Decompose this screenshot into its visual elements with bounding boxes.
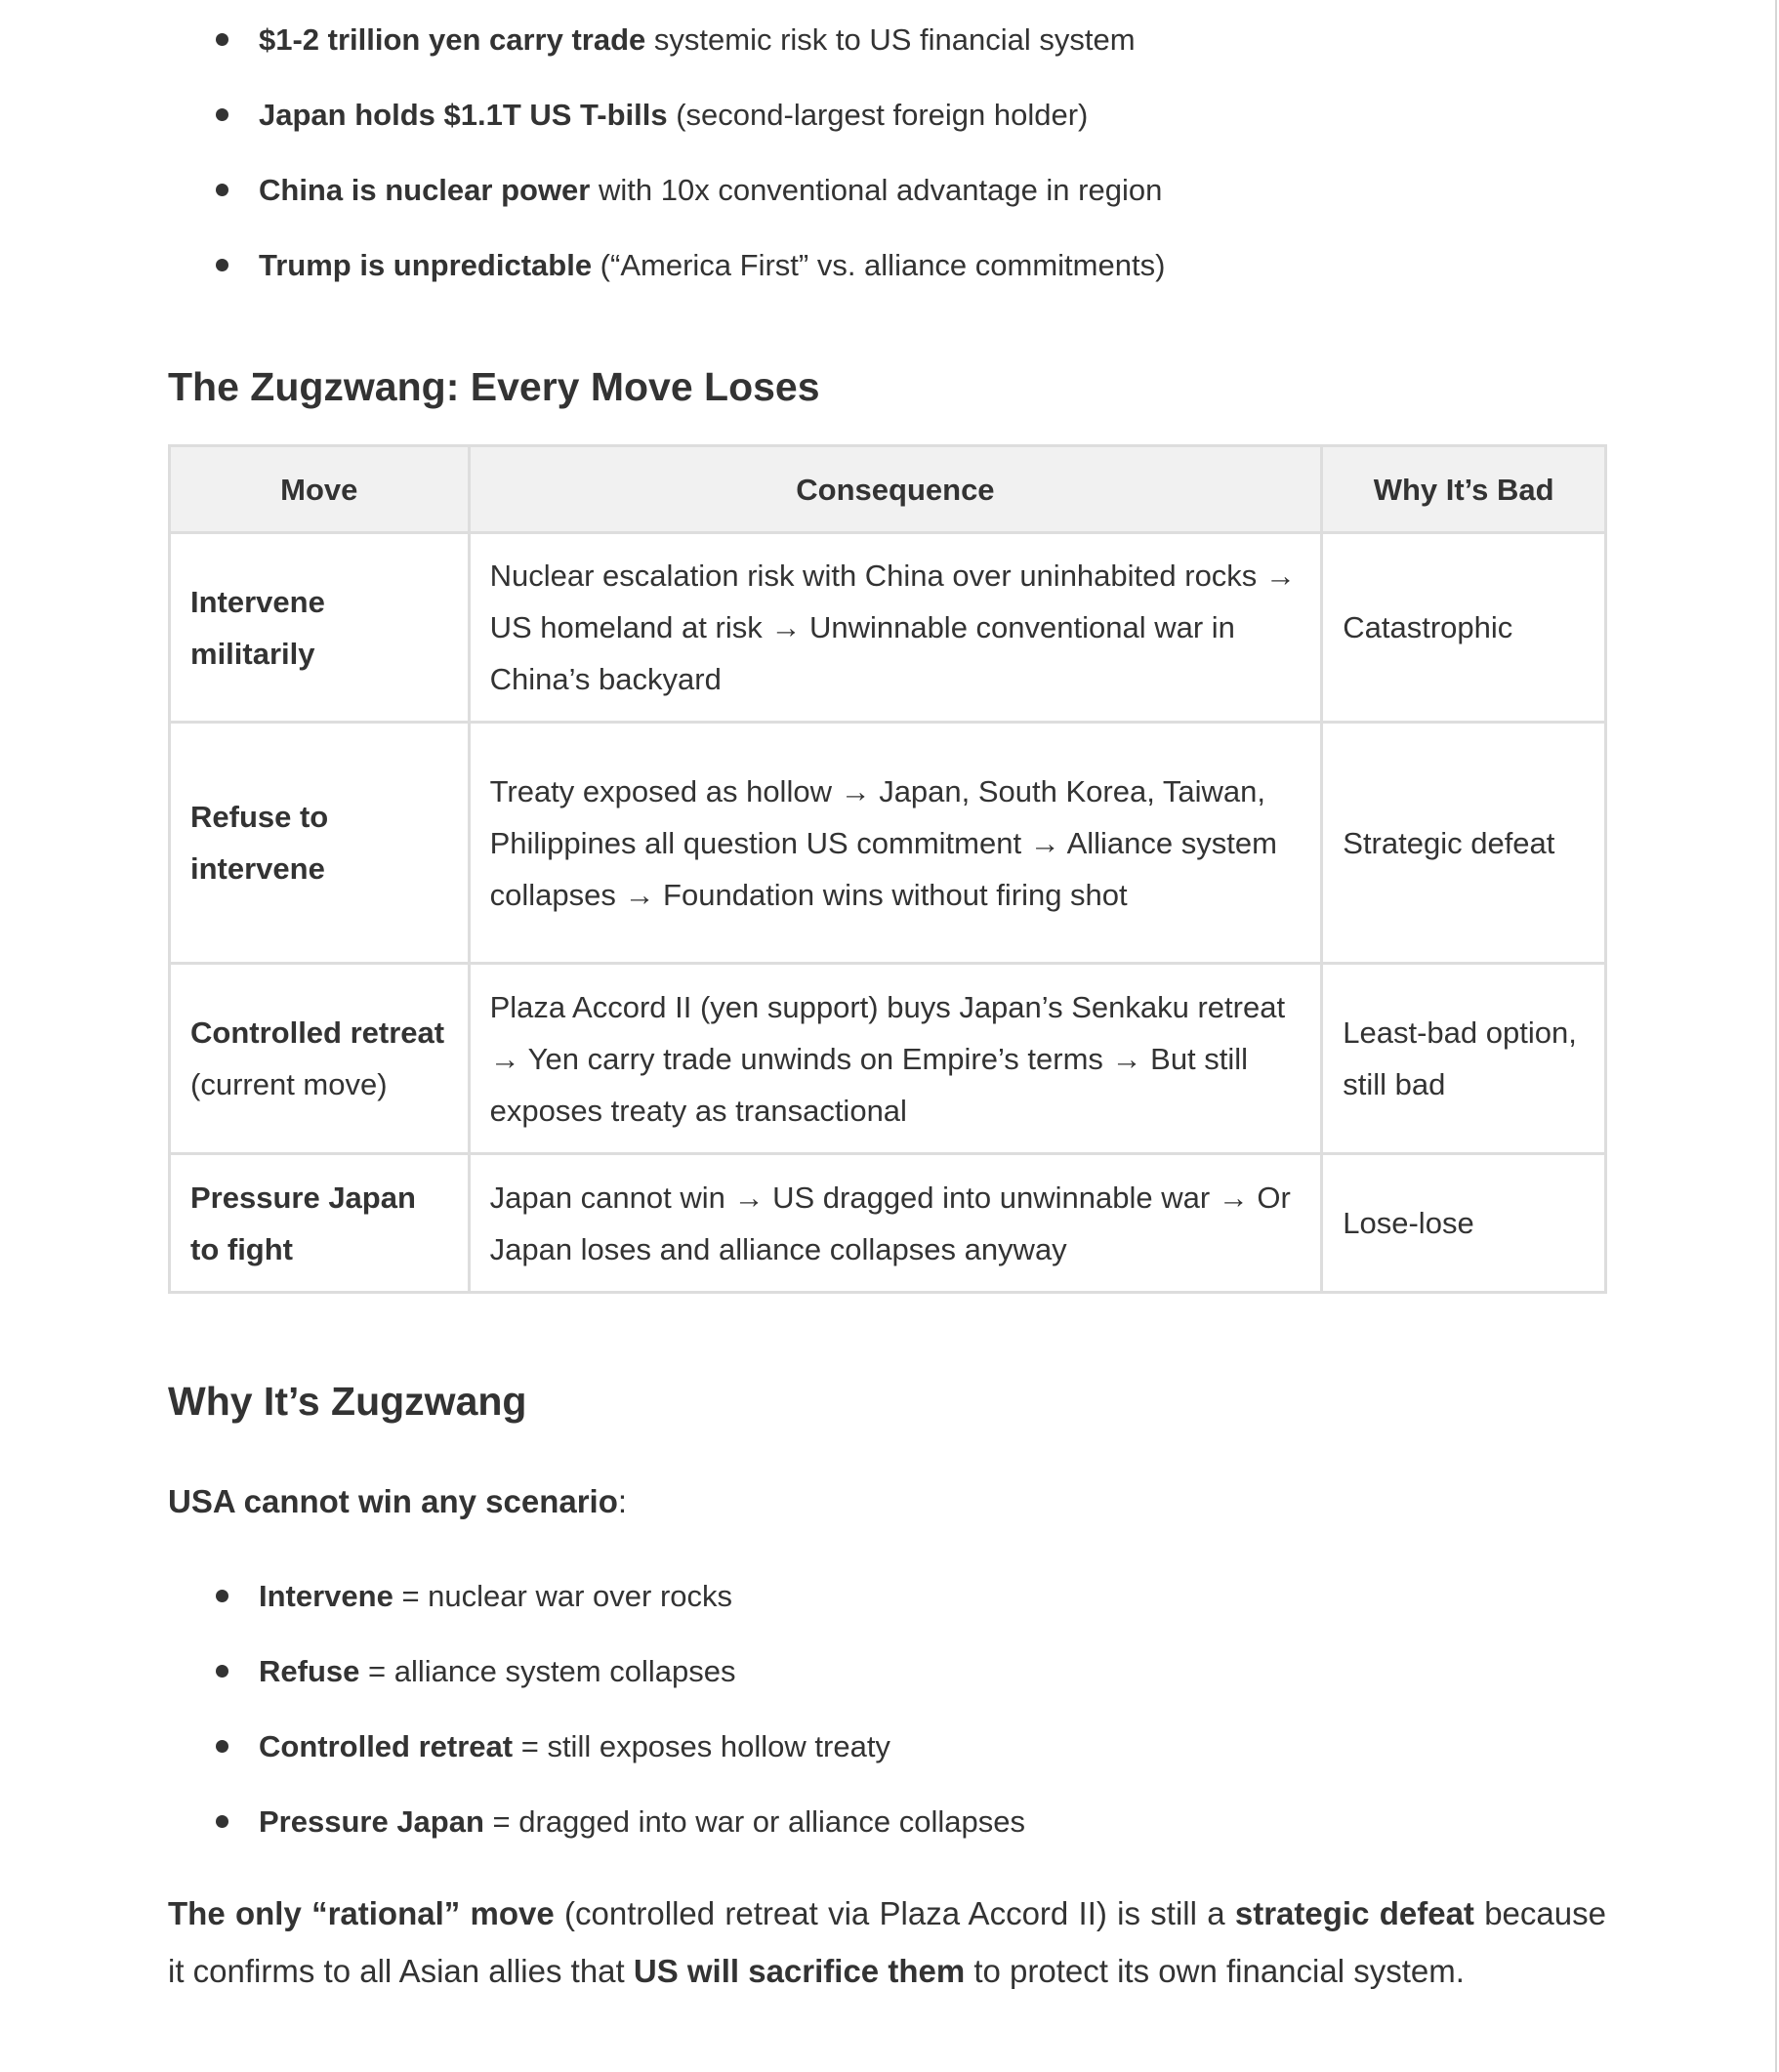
- move-cell: Intervene militarily: [170, 533, 470, 723]
- bullet-icon: [216, 184, 228, 196]
- bullet-icon: [216, 1665, 228, 1678]
- consequence-cell: Nuclear escalation risk with China over uninhabited rocks → US homeland at risk → Unwinnable conventional war in China’s backyard: [469, 533, 1322, 723]
- column-header-consequence: Consequence: [469, 446, 1322, 533]
- section-heading-why-zugzwang: Why It’s Zugzwang: [168, 1379, 527, 1424]
- list-item: Refuse = alliance system collapses: [168, 1634, 1025, 1709]
- why-bad-cell: Least-bad option, still bad: [1322, 964, 1606, 1154]
- bullet-icon: [216, 1815, 228, 1828]
- page-edge-rule: [1775, 0, 1777, 2072]
- move-cell: Pressure Japan to fight: [170, 1154, 470, 1293]
- list-item: Intervene = nuclear war over rocks: [168, 1558, 1025, 1634]
- list-item: Japan holds $1.1T US T-bills (second-largest foreign holder): [168, 77, 1165, 152]
- why-bad-cell: Catastrophic: [1322, 533, 1606, 723]
- column-header-move: Move: [170, 446, 470, 533]
- list-item: Pressure Japan = dragged into war or alliance collapses: [168, 1784, 1025, 1859]
- scenario-list: [168, 1558, 1025, 1859]
- column-header-why-bad: Why It’s Bad: [1322, 446, 1606, 533]
- list-item: Controlled retreat = still exposes hollow treaty: [168, 1709, 1025, 1784]
- list-item: China is nuclear power with 10x conventional advantage in region: [168, 152, 1165, 228]
- risk-factors-list: [168, 2, 1165, 303]
- section-heading-zugzwang: The Zugzwang: Every Move Loses: [168, 364, 820, 409]
- bullet-icon: [216, 1590, 228, 1602]
- table-row: [170, 723, 1606, 964]
- table-header-row: [170, 446, 1606, 533]
- table-row: [170, 1154, 1606, 1293]
- consequence-cell: Treaty exposed as hollow → Japan, South Korea, Taiwan, Philippines all question US commitment → Alliance system collapses → Foundation wins without firing shot: [469, 723, 1322, 964]
- lead-statement: USA cannot win any scenario:: [168, 1483, 628, 1519]
- bullet-icon: [216, 108, 228, 121]
- why-bad-cell: Strategic defeat: [1322, 723, 1606, 964]
- bullet-icon: [216, 33, 228, 46]
- zugzwang-table: [168, 444, 1607, 1294]
- conclusion-paragraph: The only “rational” move (controlled retreat via Plaza Accord II) is still a strategic defeat because it confirms to all Asian allies that US will sacrifice them to protect its own financial system.: [168, 1895, 1606, 1989]
- list-item: Trump is unpredictable (“America First” vs. alliance commitments): [168, 228, 1165, 303]
- list-item: $1-2 trillion yen carry trade systemic risk to US financial system: [168, 2, 1165, 77]
- table-row: [170, 964, 1606, 1154]
- move-cell: Refuse to intervene: [170, 723, 470, 964]
- consequence-cell: Japan cannot win → US dragged into unwinnable war → Or Japan loses and alliance collapses anyway: [469, 1154, 1322, 1293]
- table-row: [170, 533, 1606, 723]
- bullet-icon: [216, 259, 228, 271]
- bullet-icon: [216, 1740, 228, 1753]
- why-bad-cell: Lose-lose: [1322, 1154, 1606, 1293]
- move-cell: Controlled retreat (current move): [170, 964, 470, 1154]
- consequence-cell: Plaza Accord II (yen support) buys Japan’s Senkaku retreat → Yen carry trade unwinds on Empire’s terms → But still exposes treaty as transactional: [469, 964, 1322, 1154]
